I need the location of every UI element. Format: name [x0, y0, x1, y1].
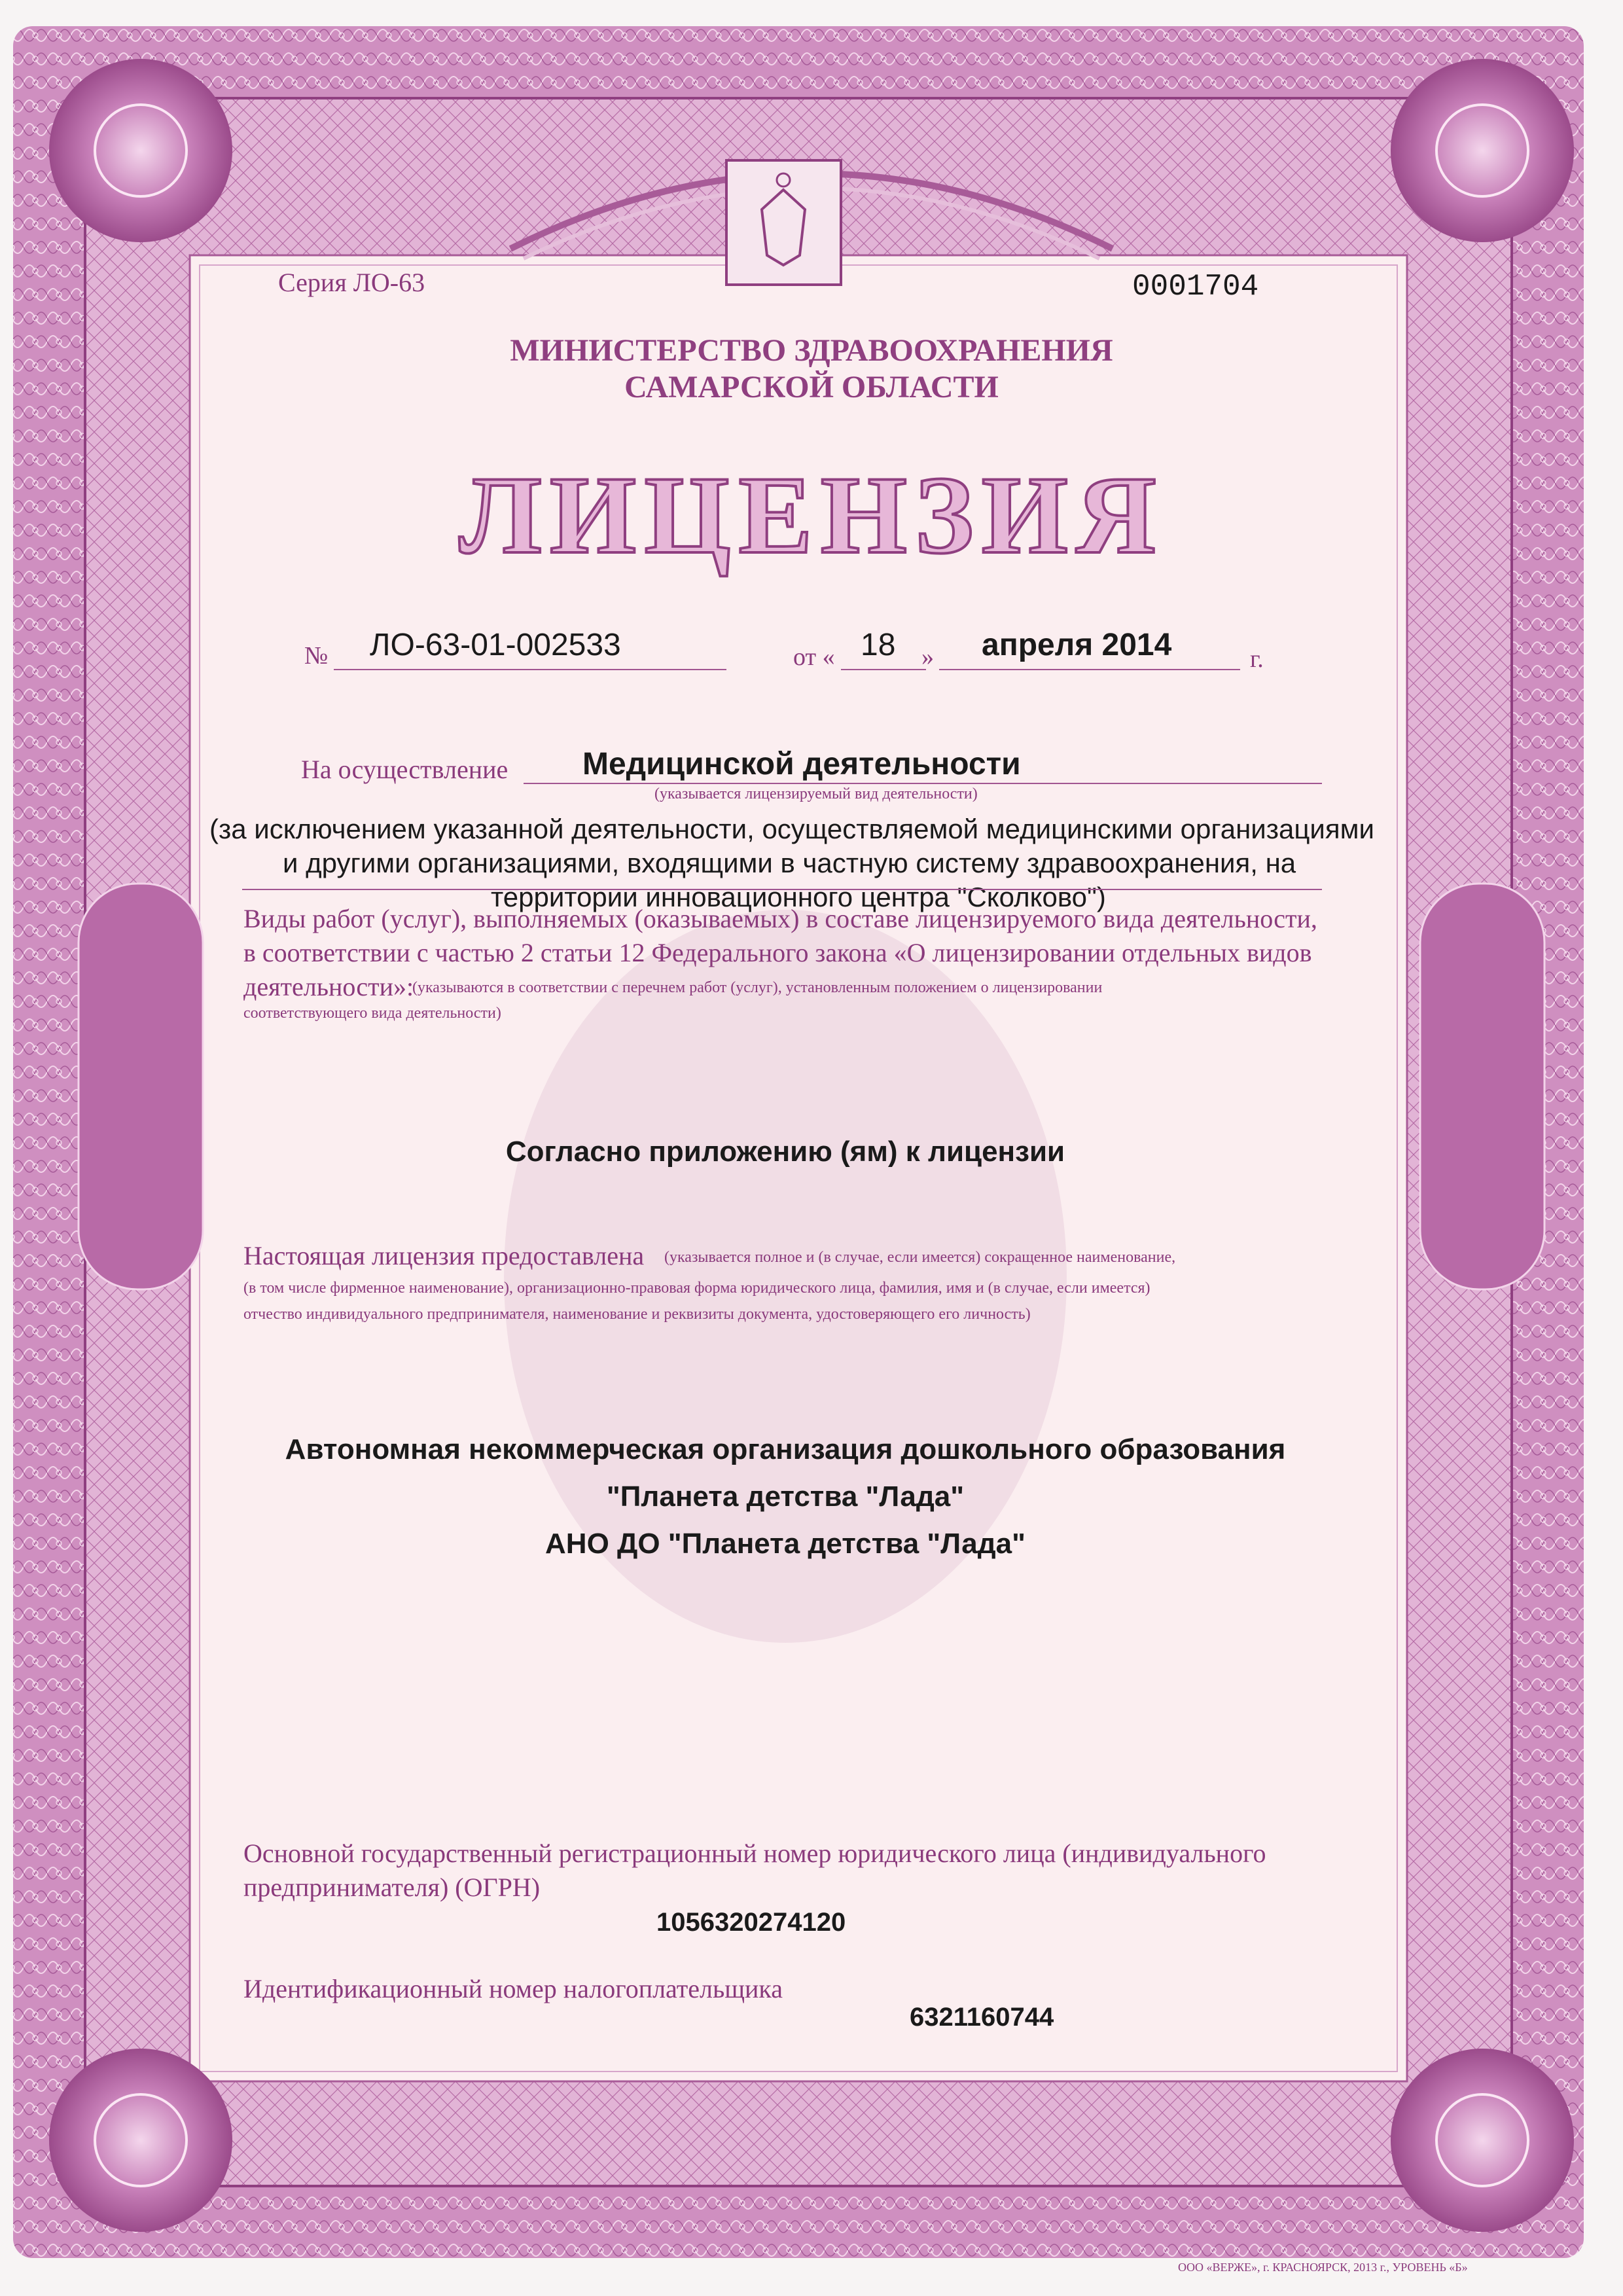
- form-number: 0001704: [1132, 270, 1259, 304]
- number-prefix: №: [304, 642, 329, 670]
- month-underline: [939, 669, 1240, 670]
- license-day: 18: [861, 628, 896, 662]
- document-title: ЛИЦЕНЗИЯ: [459, 454, 1164, 577]
- date-prefix: от «: [793, 643, 835, 671]
- activity-clarification-2: и другими организациями, входящими в частную систему здравоохранения, на: [283, 848, 1296, 878]
- ministry-line-1: МИНИСТЕРСТВО ЗДРАВООХРАНЕНИЯ: [510, 333, 1113, 368]
- clarification-underline: [242, 889, 1322, 890]
- holder-name-line-2: "Планета детства "Лада": [606, 1480, 965, 1513]
- works-text-2: в соответствии с частью 2 статьи 12 Федерального закона «О лицензировании отдельных видов: [243, 938, 1312, 967]
- license-month-year: апреля 2014: [982, 628, 1172, 662]
- ministry-line-2: САМАРСКОЙ ОБЛАСТИ: [624, 370, 999, 404]
- works-text-3: деятельности»:: [243, 972, 414, 1001]
- license-number: ЛО-63-01-002533: [370, 628, 621, 662]
- works-note-2: соответствующего вида деятельности): [243, 1005, 501, 1022]
- inn-value: 6321160744: [910, 2003, 1054, 2032]
- holder-note-3: отчество индивидуального предпринимателя, наименование и реквизиты документа, удостоверяющего его личность): [243, 1306, 1031, 1323]
- ogrn-value: 1056320274120: [656, 1908, 846, 1937]
- year-suffix: г.: [1250, 645, 1264, 673]
- holder-note-2: (в том числе фирменное наименование), организационно-правовая форма юридического лица, фамилия, имя и (в случае, если имеется): [243, 1280, 1150, 1297]
- works-note-1: (указываются в соответствии с перечнем работ (услуг), установленным положением о лицензировании: [412, 979, 1103, 996]
- license-number-underline: [334, 669, 726, 670]
- inn-label: Идентификационный номер налогоплательщика: [243, 1974, 783, 2003]
- coat-of-arms-icon: [726, 160, 841, 285]
- ogrn-label-1: Основной государственный регистрационный номер юридического лица (индивидуального: [243, 1839, 1266, 1868]
- activity-caption: (указывается лицензируемый вид деятельности): [654, 785, 978, 802]
- ogrn-label-2: предпринимателя) (ОГРН): [243, 1873, 541, 1902]
- activity-clarification-3: территории инновационного центра "Сколково"): [491, 882, 1106, 912]
- holder-name-line-1: Автономная некоммерческая организация дошкольного образования: [285, 1433, 1286, 1465]
- activity-underline: [524, 783, 1322, 784]
- date-close-quote: »: [921, 643, 934, 671]
- holder-note-1: (указывается полное и (в случае, если имеется) сокращенное наименование,: [664, 1249, 1176, 1266]
- activity-label: На осуществление: [301, 755, 508, 784]
- day-underline: [841, 669, 926, 670]
- works-value: Согласно приложению (ям) к лицензии: [505, 1136, 1065, 1168]
- printer-note: ООО «ВЕРЖЕ», г. КРАСНОЯРСК, 2013 г., УРОВЕНЬ «Б»: [1178, 2261, 1468, 2274]
- activity-clarification-1: (за исключением указанной деятельности, осуществляемой медицинскими организациями: [209, 814, 1374, 844]
- activity-value: Медицинской деятельности: [582, 747, 1021, 781]
- series-label: Серия ЛО-63: [278, 268, 425, 297]
- works-text-1: Виды работ (услуг), выполняемых (оказываемых) в составе лицензируемого вида деятельности,: [243, 904, 1317, 933]
- holder-short-name: АНО ДО "Планета детства "Лада": [545, 1528, 1026, 1560]
- holder-label: Настоящая лицензия предоставлена: [243, 1241, 645, 1270]
